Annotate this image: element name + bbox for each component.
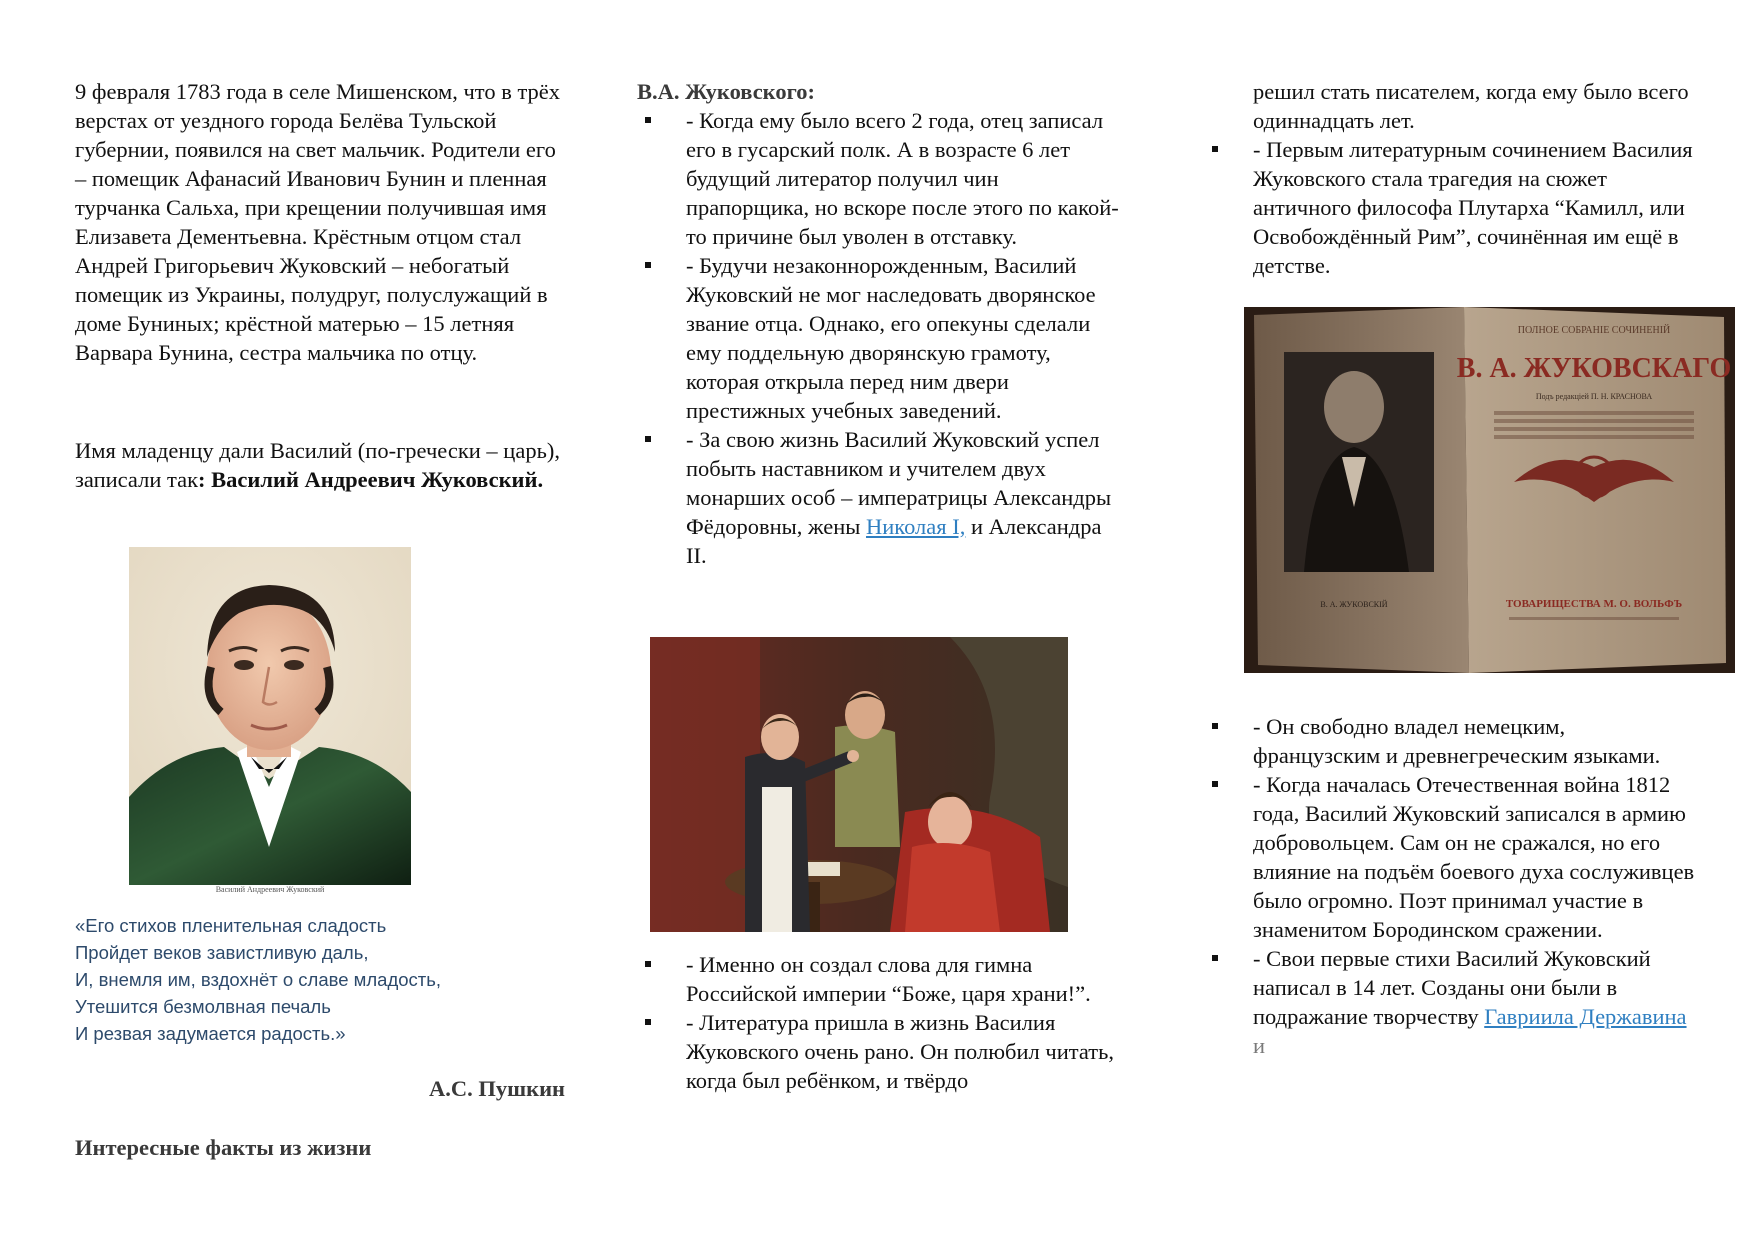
name-paragraph-text: Имя младенцу дали Василий (по-гречески – царь), записали так [75,438,560,492]
fact-text: - Именно он создал слова для гимна Российской империи “Боже, царя храни!”. [686,952,1091,1006]
book-publisher: ТОВАРИЩЕСТВА М. О. ВОЛЬФЪ [1505,598,1683,610]
list-item [645,425,1125,570]
fact-text: - Свои первые стихи Василий Жуковский написал в 14 лет. Созданы они были в подражание творчеству [1253,946,1651,1029]
square-bullet-icon [645,1019,651,1025]
square-bullet-icon [1212,723,1218,729]
facts-list-2 [645,950,1125,1095]
list-item [1212,135,1697,280]
fact-text: - Будучи незаконнорожденным, Василий Жуковский не мог наследовать дворянское звание отца. Однако, его опекуны сделали ему поддельную дворянскую грамоту, которая открыла перед ним двери престижных учебных заведений. [686,253,1096,423]
pushkin-poem [75,912,555,1047]
list-item [645,950,1125,1008]
fact-text: - Когда началась Отечественная война 1812 года, Василий Жуковский записался в армию добровольцем. Сам он не сражался, но его влияние на подъём боевого духа сослуживцев было огромно. Поэт принимал участие в знаменитом Бородинском сражении. [1253,772,1695,942]
list-item [645,1008,1125,1095]
poem-line: И резвая задумается радость.» [75,1023,346,1044]
fact-text-tail: и Александра II. [686,514,1102,568]
nikolai-link[interactable]: Николая I, [866,514,966,539]
list-item [1212,944,1697,1060]
book-editor: Подъ редакціей П. Н. КРАСНОВА [1535,392,1653,401]
fact-text: - Литература пришла в жизнь Василия Жуковского очень рано. Он полюбил читать, когда был ребёнком, и твёрдо [686,1010,1114,1093]
poem-line: «Его стихов пленительная сладость [75,915,387,936]
facts-list-3 [1212,135,1697,280]
list-item [645,106,1125,251]
zhukovsky-painting-image [650,637,1068,932]
fact-text: - Первым литературным сочинением Василия Жуковского стала трагедия на сюжет античного философа Плутарха “Камилл, или Освобождённый Рим”, сочинённая им ещё в детстве. [1253,137,1693,278]
portrait-caption: Василий Андреевич Жуковский [215,885,325,894]
poem-author: А.С. Пушкин [428,1076,565,1101]
bio-paragraph: 9 февраля 1783 года в селе Мишенском, что в трёх верстах от уездного города Белёва Тульской губернии, появился на свет мальчик. Родители его – помещик Афанасий Иванович Бунин и пленная турчанка Сальха, при крещении получившая имя Елизавета Дементьевна. Крёстным отцом стал Андрей Григорьевич Жуковский – небогатый помещик из Украины, полудруг, полуслужащий в доме Буниных; крёстной матерью – 15 летняя Варвара Бунина, сестра мальчика по отцу. [75,79,561,365]
facts-list-4 [1212,712,1697,1060]
square-bullet-icon [1212,146,1218,152]
square-bullet-icon [645,117,651,123]
square-bullet-icon [1212,781,1218,787]
fact-text: - За свою жизнь Василий Жуковский успел побыть наставником и учителем двух монарших особ – императрицы Александры Фёдоровны, жены [686,427,1112,539]
derzhavin-link[interactable]: Гавриила Державина [1484,1004,1687,1029]
poem-line: Утешится безмолвная печаль [75,996,331,1017]
facts-list-1 [645,106,1125,570]
poem-line: Пройдет веков завистливую даль, [75,942,369,963]
list-item [1212,712,1697,770]
full-name: : Василий Андреевич Жуковский. [198,467,544,492]
facts-heading-continued: В.А. Жуковского: [637,79,816,104]
complete-works-book-image [1244,307,1735,673]
zhukovsky-portrait-image [129,547,411,885]
list-item [1212,770,1697,944]
fact-text: - Когда ему было всего 2 года, отец записал его в гусарский полк. А в возрасте 6 лет будущий литератор получил чин прапорщика, но вскоре после этого по какой-то причине был уволен в отставку. [686,108,1119,249]
name-paragraph [75,436,565,494]
fact-text-tail: и [1253,1033,1266,1058]
list-item [645,251,1125,425]
poem-line: И, внемля им, вздохнёт о славе младость, [75,969,442,990]
book-top-label: ПОЛНОЕ СОБРАНІЕ СОЧИНЕНІЙ [1517,325,1671,336]
fact-text: - Он свободно владел немецким, французским и древнегреческим языками. [1253,714,1661,768]
square-bullet-icon [645,262,651,268]
square-bullet-icon [645,436,651,442]
square-bullet-icon [1212,955,1218,961]
book-portrait-label: В. А. ЖУКОВСКІЙ [1320,600,1388,609]
book-title: В. А. ЖУКОВСКАГО [1456,353,1732,384]
literature-continuation: решил стать писателем, когда ему было всего одиннадцать лет. [1253,79,1689,133]
facts-heading: Интересные факты из жизни [75,1135,372,1160]
square-bullet-icon [645,961,651,967]
